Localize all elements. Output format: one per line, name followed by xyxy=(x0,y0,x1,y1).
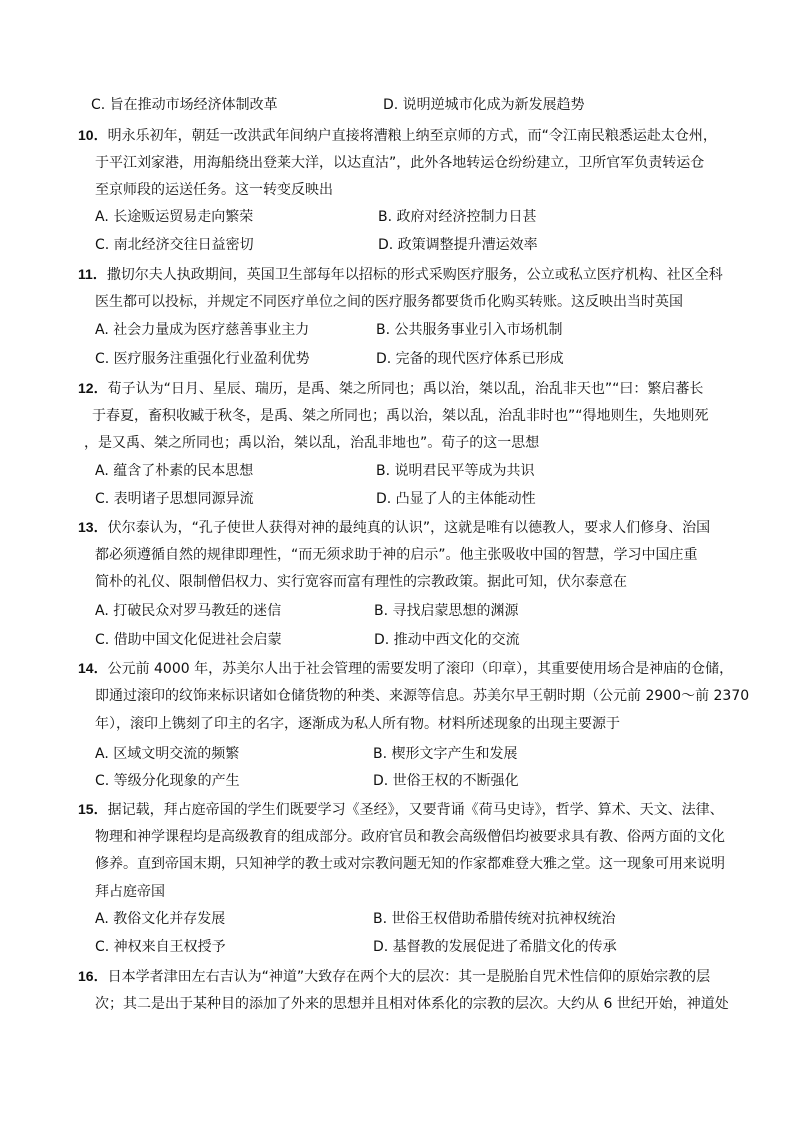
option-d: D. 说明逆城市化成为新发展趋势 xyxy=(383,97,585,113)
question-line: 于平江刘家港，用海船绕出登莱大洋，以达直沽”，此外各地转运仓纷纷建立，卫所官军负责转运仓 xyxy=(95,155,705,171)
option-row xyxy=(0,629,793,651)
option-row xyxy=(0,770,793,792)
option-b: B. 政府对经济控制力日甚 xyxy=(378,209,537,225)
option-a: A. 区域文明交流的频繁 xyxy=(95,746,240,762)
option-row xyxy=(0,94,793,116)
option-d: D. 政策调整提升漕运效率 xyxy=(378,237,538,253)
option-b: B. 说明君民平等成为共识 xyxy=(376,463,535,479)
option-row xyxy=(0,234,793,256)
option-c: C. 医疗服务注重强化行业盈利优势 xyxy=(95,351,310,367)
option-row xyxy=(0,488,793,510)
question-text: 明永乐初年，朝廷一改洪武年间纳户直接将漕粮上纳至京师的方式，而“令江南民粮悉运赴太仓州， xyxy=(107,128,717,144)
option-b: B. 楔形文字产生和发展 xyxy=(373,746,518,762)
question-number: 14． xyxy=(78,660,108,676)
question-line xyxy=(78,798,724,821)
option-a: A. 蕴含了朴素的民本思想 xyxy=(95,463,254,479)
question-line: 拜占庭帝国 xyxy=(95,884,165,900)
question-line xyxy=(78,965,710,988)
question-number: 15． xyxy=(78,801,108,817)
option-b: B. 公共服务事业引入市场机制 xyxy=(376,322,563,338)
question-line: 次；其二是出于某种目的添加了外来的思想并且相对体系化的宗教的层次。大约从 6 世纪开始，神道处 xyxy=(95,996,729,1012)
option-row xyxy=(0,936,793,958)
question-line: 物理和神学课程均是高级教育的组成部分。政府官员和教会高级僧侣均被要求具有教、俗两方面的文化 xyxy=(95,829,725,845)
question-line: 简朴的礼仪、限制僧侣权力、实行宽容而富有理性的宗教政策。据此可知，伏尔泰意在 xyxy=(95,574,627,590)
option-row xyxy=(0,460,793,482)
question-text: 日本学者津田左右吉认为“神道”大致存在两个大的层次：其一是脱胎自咒术性信仰的原始宗教的层 xyxy=(107,969,711,985)
question-line xyxy=(78,516,710,539)
question-number: 13． xyxy=(78,519,108,535)
option-row xyxy=(0,600,793,622)
question-number: 16． xyxy=(78,968,108,984)
question-number: 11． xyxy=(78,266,107,282)
option-row xyxy=(0,319,793,341)
question-line: 即通过滚印的纹饰来标识诸如仓储货物的种类、来源等信息。苏美尔早王朝时期（公元前 2900～前 2370 xyxy=(95,688,750,704)
option-c: C. 等级分化现象的产生 xyxy=(95,773,240,789)
option-a: A. 社会力量成为医疗慈善事业主力 xyxy=(95,322,310,338)
question-line xyxy=(78,657,733,680)
option-d: D. 凸显了人的主体能动性 xyxy=(376,491,536,507)
question-text: 撒切尔夫人执政期间，英国卫生部每年以招标的形式采购医疗服务，公立或私立医疗机构、社区全科 xyxy=(106,267,723,283)
option-b: B. 寻找启蒙思想的渊源 xyxy=(374,603,519,619)
question-line xyxy=(78,124,717,147)
question-text: 荀子认为“日月、星辰、瑞历，是禹、桀之所同也；禹以治，桀以乱，治乱非天也”“曰：繁启蕃长 xyxy=(107,381,704,397)
option-row xyxy=(0,743,793,765)
option-c: C. 表明诸子思想同源异流 xyxy=(95,491,254,507)
option-row xyxy=(0,206,793,228)
question-number: 10． xyxy=(78,127,108,143)
option-c: C. 神权来自王权授予 xyxy=(95,939,226,955)
option-a: A. 打破民众对罗马教廷的迷信 xyxy=(95,603,282,619)
question-line: ，是又禹、桀之所同也；禹以治，桀以乱，治乱非地也”。荀子的这一思想 xyxy=(84,435,540,451)
option-row xyxy=(0,348,793,370)
question-line: 年），滚印上镌刻了印主的名字，逐渐成为私人所有物。材料所述现象的出现主要源于 xyxy=(95,716,620,732)
question-line xyxy=(78,377,703,400)
option-a: A. 教俗文化并存发展 xyxy=(95,911,226,927)
question-text: 伏尔泰认为，“孔子使世人获得对神的最纯真的认识”，这就是唯有以德教人，要求人们修身、治国 xyxy=(107,520,711,536)
question-line: 至京师段的运送任务。这一转变反映出 xyxy=(95,182,333,198)
option-d: D. 世俗王权的不断强化 xyxy=(373,773,519,789)
question-number: 12． xyxy=(78,380,108,396)
option-d: D. 基督教的发展促进了希腊文化的传承 xyxy=(373,939,617,955)
option-d: D. 完备的现代医疗体系已形成 xyxy=(376,351,564,367)
question-line: 于春夏，畜积收臧于秋冬，是禹、桀之所同也；禹以治，桀以乱，治乱非时也”“得地则生，失地则死 xyxy=(92,408,709,424)
option-b: B. 世俗王权借助希腊传统对抗神权统治 xyxy=(373,911,616,927)
question-text: 公元前 4000 年，苏美尔人出于社会管理的需要发明了滚印（印章），其重要使用场合是神庙的仓储， xyxy=(107,661,734,677)
option-c: C. 旨在推动市场经济体制改革 xyxy=(91,97,278,113)
option-row xyxy=(0,908,793,930)
question-line xyxy=(78,263,723,286)
option-a: A. 长途贩运贸易走向繁荣 xyxy=(95,209,254,225)
question-line: 修养。直到帝国末期，只知神学的教士或对宗教问题无知的作家都难登大雅之堂。这一现象可用来说明 xyxy=(95,856,725,872)
option-c: C. 借助中国文化促进社会启蒙 xyxy=(95,632,282,648)
option-d: D. 推动中西文化的交流 xyxy=(374,632,520,648)
question-line: 都必须遵循自然的规律即理性，“而无须求助于神的启示”。他主张吸收中国的智慧，学习中国庄重 xyxy=(95,547,698,563)
question-text: 据记载，拜占庭帝国的学生们既要学习《圣经》，又要背诵《荷马史诗》，哲学、算术、天文、法律、 xyxy=(107,802,724,818)
question-line: 医生都可以投标，并规定不同医疗单位之间的医疗服务都要货币化购买转账。这反映出当时英国 xyxy=(95,294,683,310)
option-c: C. 南北经济交往日益密切 xyxy=(95,237,254,253)
